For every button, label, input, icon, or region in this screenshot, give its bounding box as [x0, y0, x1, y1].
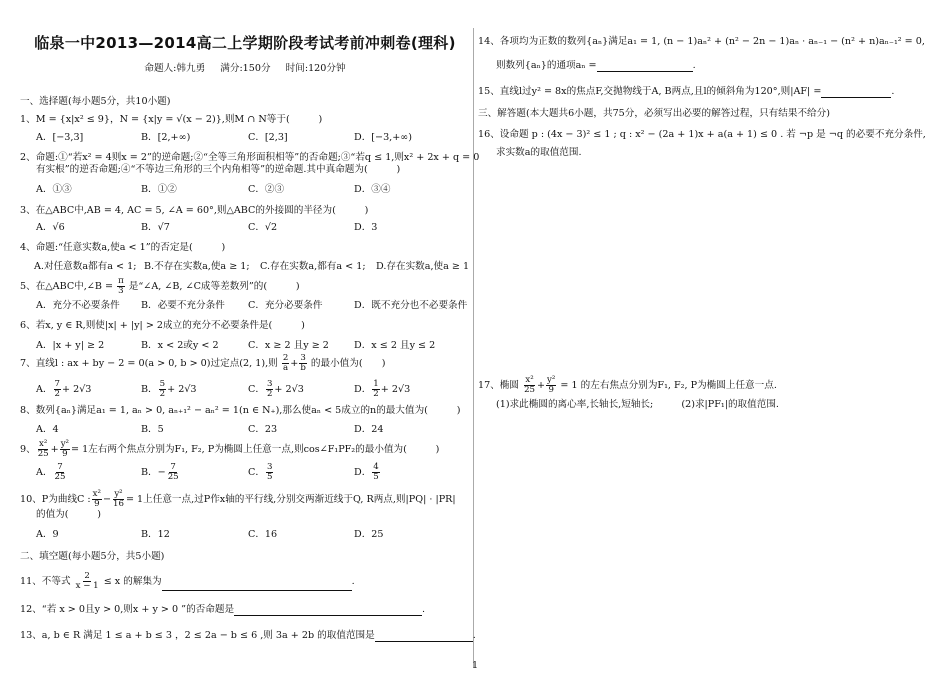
section-heading-solve: 三、解答题(本大题共6小题，共75分，必须写出必要的解答过程，只有结果不给分) [478, 108, 830, 119]
period: . [351, 576, 355, 588]
fraction-y2-over-16 [112, 490, 125, 509]
option-c: C．充分必要条件 [248, 300, 323, 311]
answer-blank[interactable] [597, 61, 693, 72]
question-16 [478, 129, 930, 159]
numerator: 7 [57, 462, 63, 472]
question-stem-line1: 2、命题:①“若x² = 4则x = 2”的逆命题;②“全等三角形面积相等”的否命题;③“若q ≤ 1,则x² + 2x + q = 0 [20, 152, 480, 163]
page-number: 1 [471, 660, 479, 671]
question-stem-line2 [478, 60, 930, 72]
option-a [36, 463, 67, 482]
question-13 [20, 630, 476, 642]
period: . [472, 630, 476, 641]
fraction-2-over-a [282, 354, 289, 373]
option-a: A．[−3,3] [36, 132, 84, 143]
section-heading-fill: 二、填空题(每小题5分，共5小题) [20, 551, 165, 562]
numerator: 3 [266, 379, 273, 389]
question-stem: 1、M = {x|x² ≤ 9}，N = {x|y = √(x − 2)},则M ∩ N等于( ) [20, 114, 323, 125]
question-stem [20, 277, 470, 296]
numerator: y² [547, 375, 556, 385]
stem-prefix: 7、直线l : ax + by − 2 = 0(a > 0, b > 0)过定点(2, 1),则 [20, 358, 278, 370]
option-letter: B． [141, 384, 158, 396]
question-4 [20, 242, 470, 254]
fraction-3-over-b [299, 354, 307, 373]
denominator: 2 [54, 389, 60, 400]
question-stem: 7、直线l : ax + by − 2 = 0(a > 0, b > 0)过定点(2, 1),则 $\frac{2}{a}$ + $\frac{3}{b}$ 的最小值为( ) [20, 353, 386, 374]
denominator: 25 [37, 449, 49, 460]
question-7 [20, 354, 470, 373]
question-stem [478, 86, 930, 98]
question-stem: 16、设命题 p : (4x − 3)² ≤ 1 ; q : x² − (2a + 1)x + a(a + 1) ≤ 0 . 若 ¬p 是 ¬q 的必要不充分条件, [478, 129, 926, 140]
option-c: C.存在实数a,都有a < 1; [260, 261, 366, 272]
option-a: A．√6 [36, 222, 65, 233]
option-c: C．[2,3] [248, 132, 288, 143]
question-stem-line2: 求实数a的取值范围. [496, 146, 582, 158]
question-11 [20, 572, 470, 591]
denominator: 2 [266, 389, 273, 400]
denominator: 25 [524, 385, 535, 396]
answer-blank[interactable] [234, 605, 422, 616]
fraction-y2-over-9 [546, 376, 556, 395]
question-stem: 9、 $\frac{\text{x²}}{25}$ + $\frac{\text{y²}}{9}$ = 1左右两个焦点分别为F₁, F₂, P为椭圆上任意一点,则cos∠F₁PF₂的最小值为( ) [20, 439, 440, 460]
question-stem-line2: 有实根”的逆否命题;④“不等边三角形的三个内角相等”的逆命题.其中真命题为( ) [36, 163, 401, 175]
denominator: 9 [94, 499, 100, 510]
stem-suffix: 的最小值为( ) [310, 358, 386, 370]
option-c: C．16 [248, 529, 278, 540]
fraction [266, 463, 273, 482]
author: 命题人:韩九勇 [144, 63, 206, 74]
option-letter: C． [248, 467, 265, 479]
exam-info [20, 63, 470, 75]
numerator: 7 [170, 462, 176, 472]
part-2: (2)求|PF₁|的取值范围. [681, 399, 779, 411]
option-c: C．②③ [248, 184, 285, 195]
stem-suffix: = 1 的左右焦点分别为F₁, F₂, P为椭圆上任意一点. [560, 380, 777, 392]
option-letter: B．− [141, 467, 166, 479]
denominator: 25 [54, 472, 66, 483]
stem-text: 15、直线l过y² = 8x的焦点F,交抛物线于A, B两点,且l的倾斜角为120°,则|AF| = [478, 86, 822, 97]
part-1: (1)求此椭圆的离心率,长轴长,短轴长; [496, 399, 654, 411]
option-d: D．25 [354, 529, 384, 540]
option-d [354, 463, 381, 482]
stem-text: 则数列{aₙ}的通项aₙ = [496, 59, 597, 71]
denominator: 16 [113, 499, 124, 510]
option-a [36, 380, 91, 399]
fraction-x2-over-9 [92, 490, 102, 509]
numerator: 3 [300, 353, 306, 363]
option-d: D.存在实数a,使a ≥ 1 [376, 261, 470, 272]
option-c [248, 463, 274, 482]
option-a: A．9 [36, 529, 59, 540]
stem-text: 12、“若 x > 0且y > 0,则x + y > 0 ”的否命题是 [20, 604, 235, 615]
option-b [141, 463, 181, 482]
fraction-x2-over-25 [523, 376, 536, 395]
numerator: 1 [373, 379, 379, 389]
question-stem: 10、P为曲线C : $\frac{\text{x²}}{9}$ − $\frac{\text{y²}}{16}$ = 1上任意一点,过P作x轴的平行线,分别交两渐近线于Q, R两点,则|PQ| · |PR| [20, 489, 456, 510]
option-a: A.对任意数a都有a < 1; [34, 261, 137, 272]
option-b: B．[2,+∞) [141, 132, 191, 143]
numerator: 5 [159, 379, 166, 389]
full-score: 满分:150分 [220, 63, 271, 74]
question-12 [20, 604, 470, 616]
stem-prefix: 10、P为曲线C : [20, 494, 91, 506]
fraction [54, 463, 67, 482]
question-9 [20, 440, 470, 459]
option-a: A．|x + y| ≥ 2 [36, 340, 105, 351]
question-stem: 6、若x, y ∈ R,则使|x| + |y| > 2成立的充分不必要条件是( ) [20, 320, 305, 331]
option-a: A．①③ [36, 184, 72, 195]
denominator: b [300, 363, 306, 374]
option-term: + 2√3 [380, 384, 411, 396]
option-term: + 2√3 [274, 384, 304, 396]
option-a: A．充分不必要条件 [36, 300, 120, 311]
question-3 [20, 205, 470, 217]
fraction [372, 380, 379, 399]
option-d: D．既不充分也不必要条件 [354, 300, 468, 311]
numerator: 3 [266, 462, 273, 472]
denominator: 5 [266, 472, 273, 483]
question-stem [20, 572, 470, 591]
question-15 [478, 86, 930, 98]
option-d: D．[−3,+∞) [354, 132, 412, 143]
question-1 [20, 114, 470, 126]
stem-suffix: 是“∠A, ∠B, ∠C成等差数列”的( ) [128, 281, 300, 293]
option-d: D．③④ [354, 184, 391, 195]
section-heading-choice: 一、选择题(每小题5分，共10小题) [20, 96, 171, 107]
question-2 [20, 152, 480, 176]
column-divider [473, 28, 474, 668]
denominator: 3 [118, 286, 124, 297]
fraction-x2-over-25 [37, 440, 50, 459]
question-parts [478, 399, 930, 411]
numerator: 2 [84, 571, 90, 581]
question-stem: 17、椭圆 $\frac{\text{x²}}{25}$ + $\frac{\text{y²}}{9}$ = 1 的左右焦点分别为F₁, F₂, P为椭圆上任意一点. [478, 375, 777, 396]
option-letter: D． [354, 467, 372, 479]
stem-prefix: 11、不等式 [20, 576, 71, 588]
option-c: C．23 [248, 424, 278, 435]
question-14 [478, 36, 930, 72]
question-5 [20, 277, 470, 296]
stem-prefix: 5、在△ABC中,∠B = [20, 281, 113, 293]
question-6 [20, 320, 470, 332]
option-c: C．x ≥ 2 且y ≥ 2 [248, 340, 329, 351]
question-stem [20, 604, 470, 616]
numerator: y² [60, 439, 69, 449]
fraction-y2-over-9 [60, 440, 70, 459]
stem-prefix: 9、 [20, 444, 36, 456]
question-stem: 14、各项均为正数的数列{aₙ}满足a₁ = 1, (n − 1)aₙ² + (n² − 2n − 1)aₙ · aₙ₋₁ − (n² + n)aₙ₋₁² = 0, [478, 36, 925, 47]
numerator: 4 [373, 462, 379, 472]
option-b: B．x < 2或y < 2 [141, 340, 219, 351]
option-b: B．12 [141, 529, 170, 540]
period: . [891, 86, 895, 97]
fraction [372, 463, 379, 482]
denominator: a [282, 363, 289, 374]
option-letter: A． [36, 467, 53, 479]
numerator: y² [114, 489, 123, 499]
question-stem [20, 630, 476, 642]
answer-blank[interactable] [375, 631, 473, 642]
option-d [354, 380, 410, 399]
option-term: + 2√3 [62, 384, 92, 396]
fraction [266, 380, 273, 399]
option-b: B.不存在实数a,使a ≥ 1; [144, 261, 250, 272]
answer-blank[interactable] [162, 580, 352, 591]
option-letter: C． [248, 384, 265, 396]
question-10 [20, 490, 470, 521]
numerator: 2 [282, 353, 289, 363]
period: . [422, 604, 426, 615]
denominator: x − 1 [75, 581, 99, 592]
answer-blank[interactable] [821, 87, 891, 98]
fraction [75, 572, 100, 591]
denominator: 9 [62, 449, 68, 460]
period: . [692, 59, 696, 71]
stem-suffix: ≤ x 的解集为 [103, 576, 162, 588]
denominator: 9 [548, 385, 554, 396]
numerator: 7 [54, 379, 60, 389]
option-b: B．√7 [141, 222, 170, 233]
option-c [248, 380, 304, 399]
option-letter: D． [354, 384, 372, 396]
denominator: 5 [373, 472, 379, 483]
option-b: B．①② [141, 184, 177, 195]
denominator: 2 [373, 389, 379, 400]
fraction [54, 380, 61, 399]
exam-time: 时间:120分钟 [285, 63, 346, 74]
option-b: B．5 [141, 424, 164, 435]
option-letter: A． [36, 384, 53, 396]
stem-text: 13、a, b ∈ R 满足 1 ≤ a + b ≤ 3 ，2 ≤ 2a − b ≤ 6 ,则 3a + 2b 的取值范围是 [20, 630, 375, 641]
numerator: π [118, 276, 124, 286]
option-term: + 2√3 [167, 384, 197, 396]
option-d: D．x ≤ 2 且y ≤ 2 [354, 340, 436, 351]
option-b [141, 380, 197, 399]
question-8 [20, 405, 470, 417]
question-stem-line2: 的值为( ) [36, 509, 102, 521]
stem-prefix: 17、椭圆 [478, 380, 519, 392]
page-title: 临泉一中2013—2014高二上学期阶段考试考前冲刺卷(理科) [34, 34, 456, 52]
question-stem: 8、数列{aₙ}满足a₁ = 1, aₙ > 0, aₙ₊₁² − aₙ² = 1(n ∈ N₊),那么使aₙ < 5成立的n的最大值为( ) [20, 405, 461, 416]
option-c: C．√2 [248, 222, 278, 233]
fraction [167, 463, 180, 482]
fraction [117, 277, 125, 296]
denominator: 2 [159, 389, 166, 400]
option-d: D．3 [354, 222, 378, 233]
denominator: 25 [167, 472, 179, 483]
option-a: A．4 [36, 424, 59, 435]
question-stem: 4、命题:“任意实数a,使a < 1”的否定是( ) [20, 242, 226, 253]
option-b: B．必要不充分条件 [141, 300, 225, 311]
numerator: x² [92, 489, 101, 499]
stem-suffix: = 1上任意一点,过P作x轴的平行线,分别交两渐近线于Q, R两点,则|PQ| · |PR| [125, 494, 456, 506]
stem-suffix: = 1左右两个焦点分别为F₁, F₂, P为椭圆上任意一点,则cos∠F₁PF₂的最小值为( ) [71, 444, 440, 456]
fraction [159, 380, 166, 399]
numerator: x² [39, 439, 48, 449]
question-stem: 3、在△ABC中,AB = 4, AC = 5, ∠A = 60°,则△ABC的外接圆的半径为( ) [20, 205, 369, 216]
option-d: D．24 [354, 424, 384, 435]
numerator: x² [525, 375, 534, 385]
question-17 [478, 376, 930, 411]
